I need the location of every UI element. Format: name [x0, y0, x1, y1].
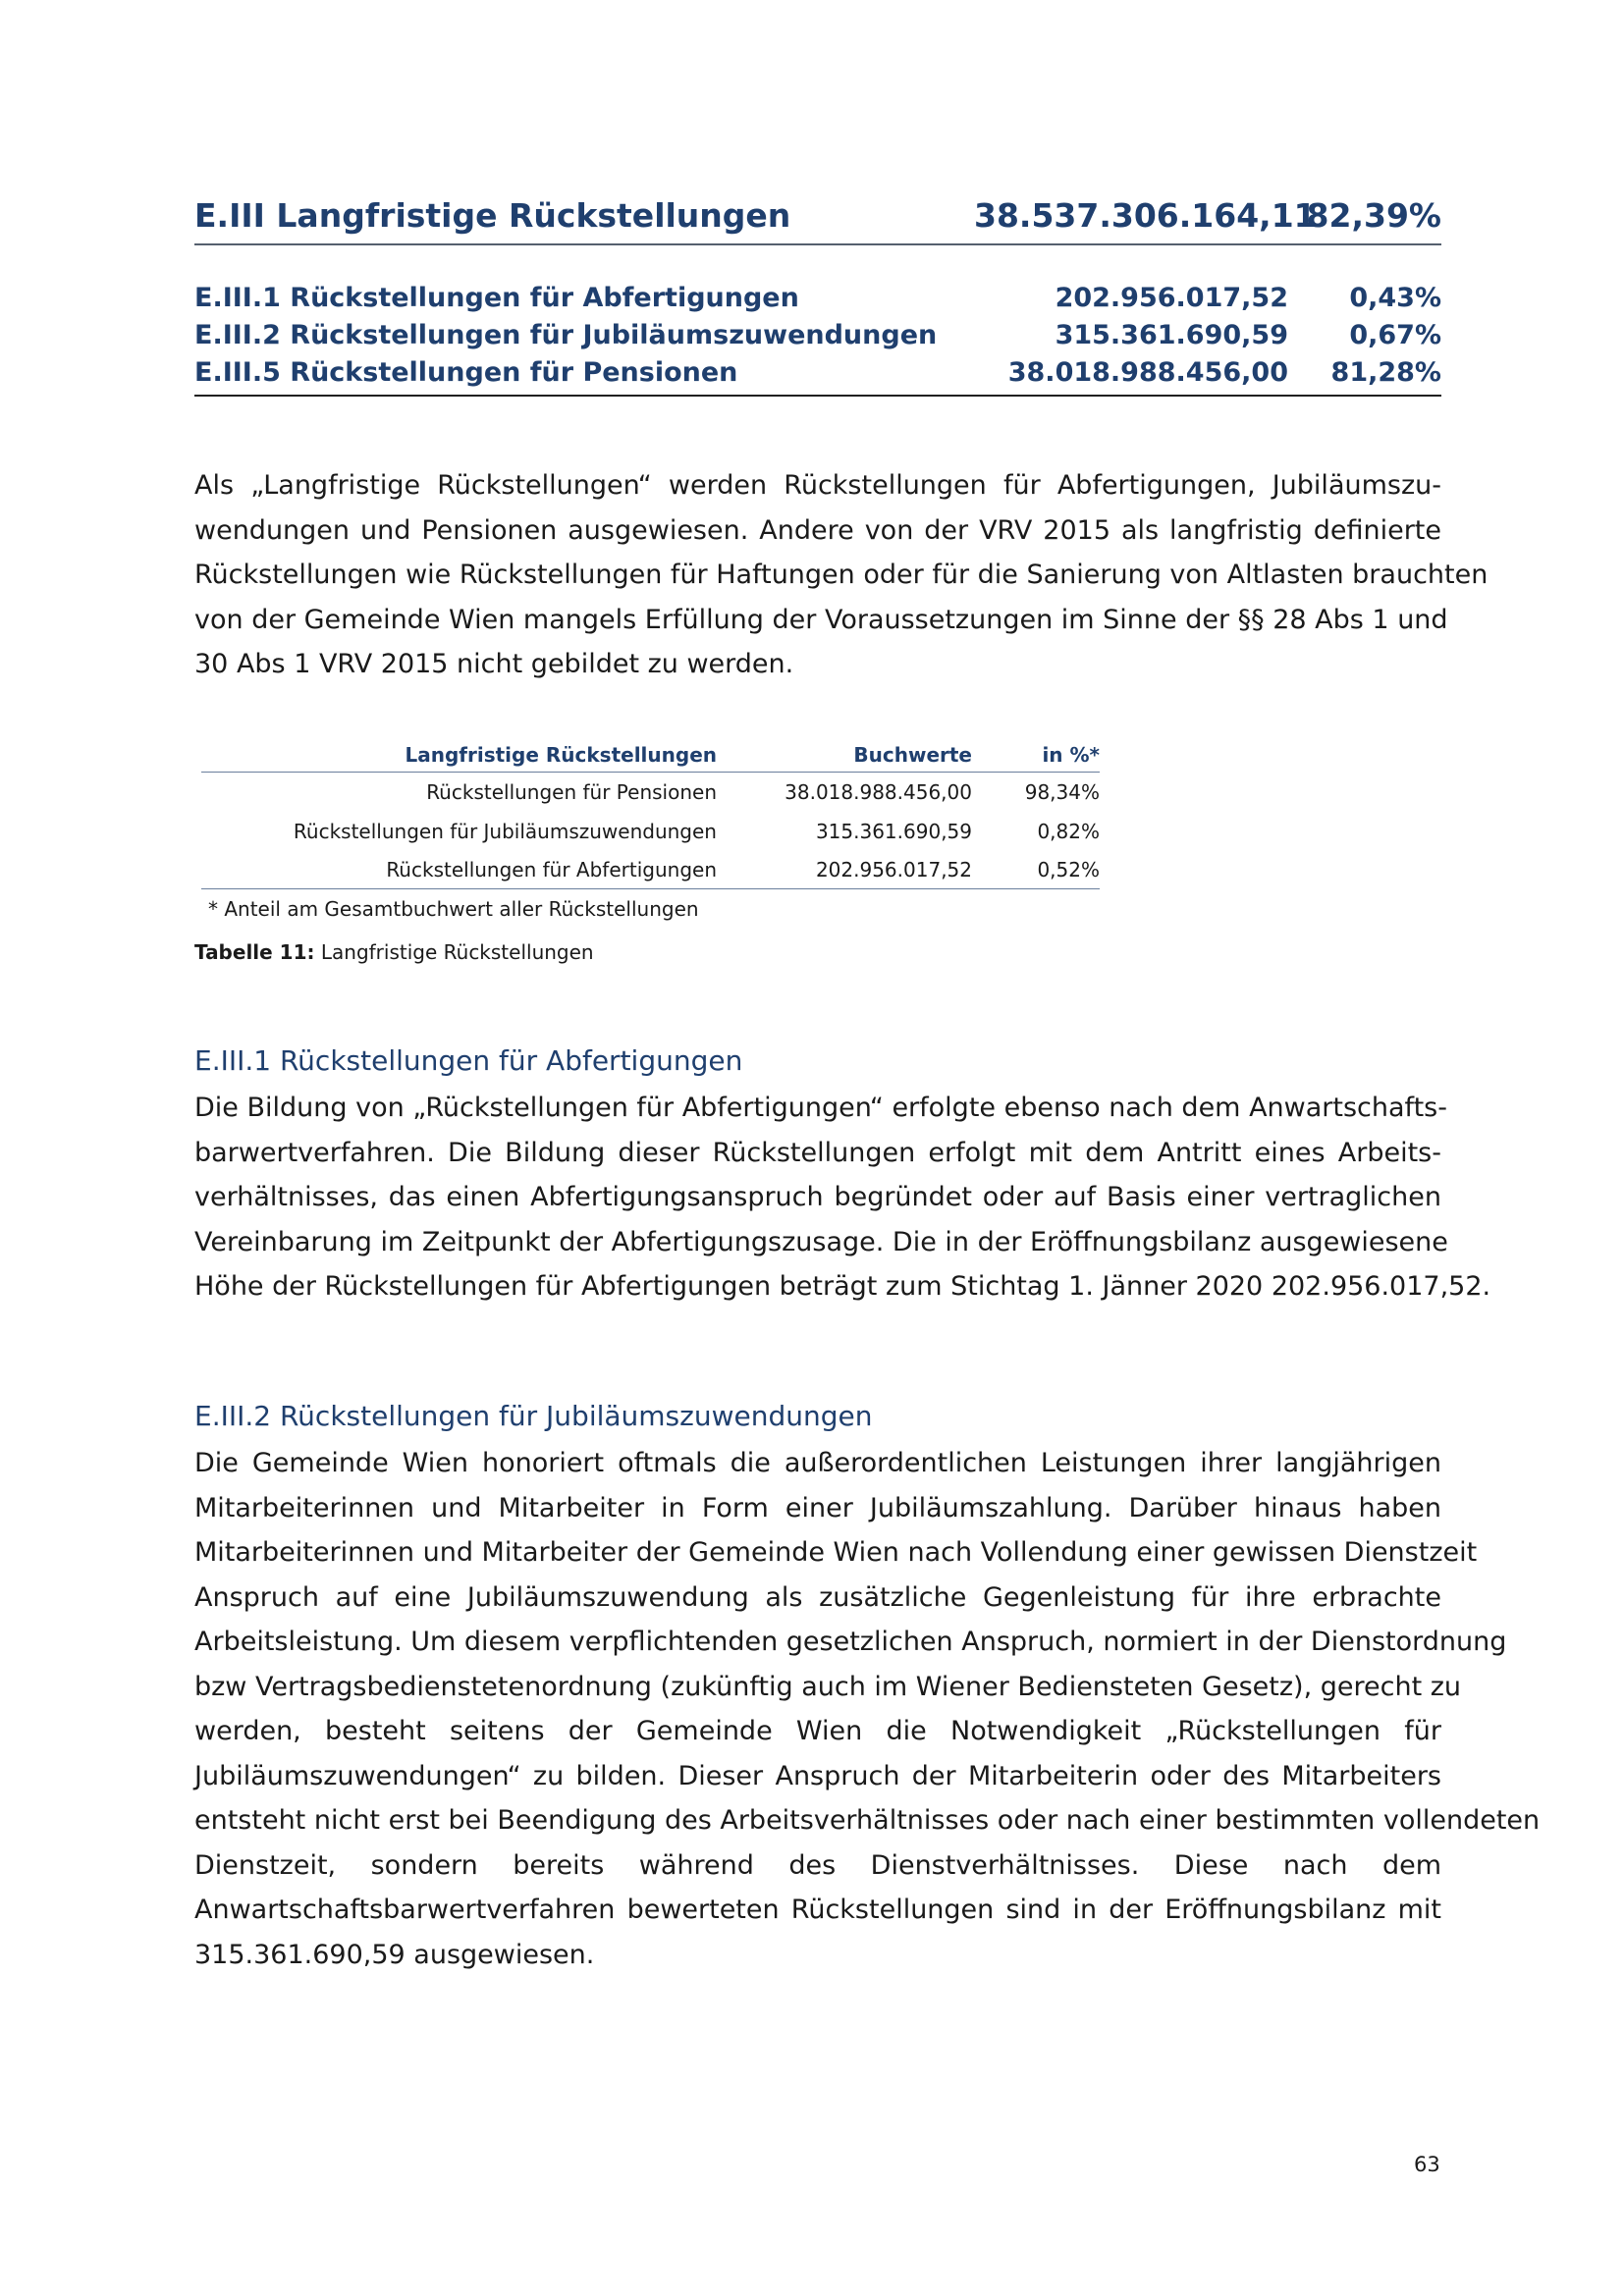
sub-items-list: [194, 283, 1441, 397]
sub-item-percent: 0,43%: [1349, 283, 1441, 313]
paragraph-line: Dienstzeit, sondern bereits während des Dienstverhältnisses. Diese nach dem: [194, 1849, 1441, 1881]
paragraph-line: Als „Langfristige Rückstellungen“ werden Rückstellungen für Abfertigungen, Jubiläumszu-: [194, 470, 1441, 501]
paragraph-line: 315.361.690,59 ausgewiesen.: [194, 1939, 595, 1970]
subsection-title: E.III.1 Rückstellungen für Abfertigungen: [194, 1044, 743, 1077]
paragraph-line: von der Gemeinde Wien mangels Erfüllung der Voraussetzungen im Sinne der §§ 28 Abs 1 und: [194, 604, 1448, 635]
paragraph-line: Mitarbeiterinnen und Mitarbeiter der Gemeinde Wien nach Vollendung einer gewissen Dienstzeit: [194, 1537, 1478, 1568]
paragraph-line: Arbeitsleistung. Um diesem verpflichtenden gesetzlichen Anspruch, normiert in der Dienstordnung: [194, 1627, 1507, 1657]
table-caption: [194, 940, 594, 964]
paragraph-line: entsteht nicht erst bei Beendigung des Arbeitsverhältnisses oder nach einer bestimmten vollendeten: [194, 1805, 1541, 1836]
sub-item-label: E.III.1 Rückstellungen für Abfertigungen: [194, 283, 799, 313]
subsection-paragraph: [194, 1086, 1491, 1309]
paragraph-line: werden, besteht seitens der Gemeinde Wien die Notwendigkeit „Rückstellungen für: [194, 1716, 1441, 1746]
paragraph-line: Anwartschaftsbarwertverfahren bewerteten Rückstellungen sind in der Eröffnungsbilanz mit: [194, 1895, 1441, 1925]
table-cell: 98,34%: [1024, 780, 1100, 804]
sub-item-row: [194, 320, 1441, 357]
paragraph-line: verhältnisses, das einen Abfertigungsanspruch begründet oder auf Basis einer vertraglichen: [194, 1182, 1441, 1212]
sub-item-row: [194, 357, 1441, 395]
sub-item-percent: 81,28%: [1330, 357, 1441, 388]
sub-item-label: E.III.5 Rückstellungen für Pensionen: [194, 357, 738, 388]
table-header-name: Langfristige Rückstellungen: [405, 743, 717, 767]
paragraph-line: wendungen und Pensionen ausgewiesen. Andere von der VRV 2015 als langfristig definierte: [194, 514, 1441, 546]
table-cell: 202.956.017,52: [815, 858, 972, 881]
paragraph-line: Höhe der Rückstellungen für Abfertigungen beträgt zum Stichtag 1. Jänner 2020 202.956.017,52.: [194, 1271, 1491, 1302]
table-header-book-value: Buchwerte: [853, 743, 972, 767]
paragraph-line: Jubiläumszuwendungen“ zu bilden. Dieser Anspruch der Mitarbeiterin oder des Mitarbeiters: [194, 1760, 1441, 1791]
table-cell: 0,52%: [1037, 858, 1100, 881]
sub-item-label: E.III.2 Rückstellungen für Jubiläumszuwendungen: [194, 320, 938, 350]
intro-paragraph: [194, 463, 1489, 687]
paragraph-line: Anspruch auf eine Jubiläumszuwendung als zusätzliche Gegenleistung für ihre erbrachte: [194, 1581, 1441, 1613]
page-number: 63: [1414, 2153, 1440, 2176]
table-header-percent: in %*: [1042, 743, 1100, 767]
sub-item-percent: 0,67%: [1349, 320, 1441, 350]
table-footnote: * Anteil am Gesamtbuchwert aller Rückstellungen: [208, 897, 699, 921]
table-cell: 38.018.988.456,00: [785, 780, 972, 804]
paragraph-line: bzw Vertragsbedienstetenordnung (zukünftig auch im Wiener Bediensteten Gesetz), gerecht zu: [194, 1671, 1462, 1702]
paragraph-line: Die Gemeinde Wien honoriert oftmals die außerordentlichen Leistungen ihrer langjährigen: [194, 1448, 1441, 1478]
table-cell: 0,82%: [1037, 820, 1100, 843]
table-caption-label: Tabelle 11:: [194, 940, 315, 964]
table-row: [201, 812, 1100, 851]
subsection-paragraph: [194, 1441, 1541, 1977]
sub-item-row: [194, 283, 1441, 320]
paragraph-line: Vereinbarung im Zeitpunkt der Abfertigungszusage. Die in der Eröffnungsbilanz ausgewiesene: [194, 1226, 1448, 1257]
paragraph-line: Mitarbeiterinnen und Mitarbeiter in Form einer Jubiläumszahlung. Darüber hinaus haben: [194, 1492, 1441, 1523]
table-caption-text: Langfristige Rückstellungen: [314, 940, 594, 964]
sub-item-amount: 38.018.988.456,00: [1007, 357, 1288, 388]
table-row: [201, 851, 1100, 889]
section-heading-row: [194, 196, 1441, 245]
paragraph-line: 30 Abs 1 VRV 2015 nicht gebildet zu werden.: [194, 649, 794, 679]
subsection-title: E.III.2 Rückstellungen für Jubiläumszuwendungen: [194, 1400, 873, 1432]
section-heading-percent: 82,39%: [1306, 196, 1441, 235]
section-heading-title: E.III Langfristige Rückstellungen: [194, 196, 791, 235]
sub-item-amount: 202.956.017,52: [1055, 283, 1288, 313]
paragraph-line: barwertverfahren. Die Bildung dieser Rückstellungen erfolgt mit dem Antritt eines Arbeits-: [194, 1137, 1441, 1168]
table-cell: Rückstellungen für Pensionen: [426, 780, 717, 804]
paragraph-line: Rückstellungen wie Rückstellungen für Haftungen oder für die Sanierung von Altlasten brauchten: [194, 560, 1489, 590]
sub-item-amount: 315.361.690,59: [1055, 320, 1288, 350]
table-cell: 315.361.690,59: [815, 820, 972, 843]
paragraph-line: Die Bildung von „Rückstellungen für Abfertigungen“ erfolgte ebenso nach dem Anwartschafts-: [194, 1093, 1447, 1123]
table-cell: Rückstellungen für Jubiläumszuwendungen: [293, 820, 717, 843]
table-cell: Rückstellungen für Abfertigungen: [386, 858, 717, 881]
table-header-row: [201, 738, 1100, 773]
table-row: [201, 773, 1100, 812]
provisions-table: [201, 738, 1100, 889]
section-heading-amount: 38.537.306.164,11: [974, 196, 1317, 235]
